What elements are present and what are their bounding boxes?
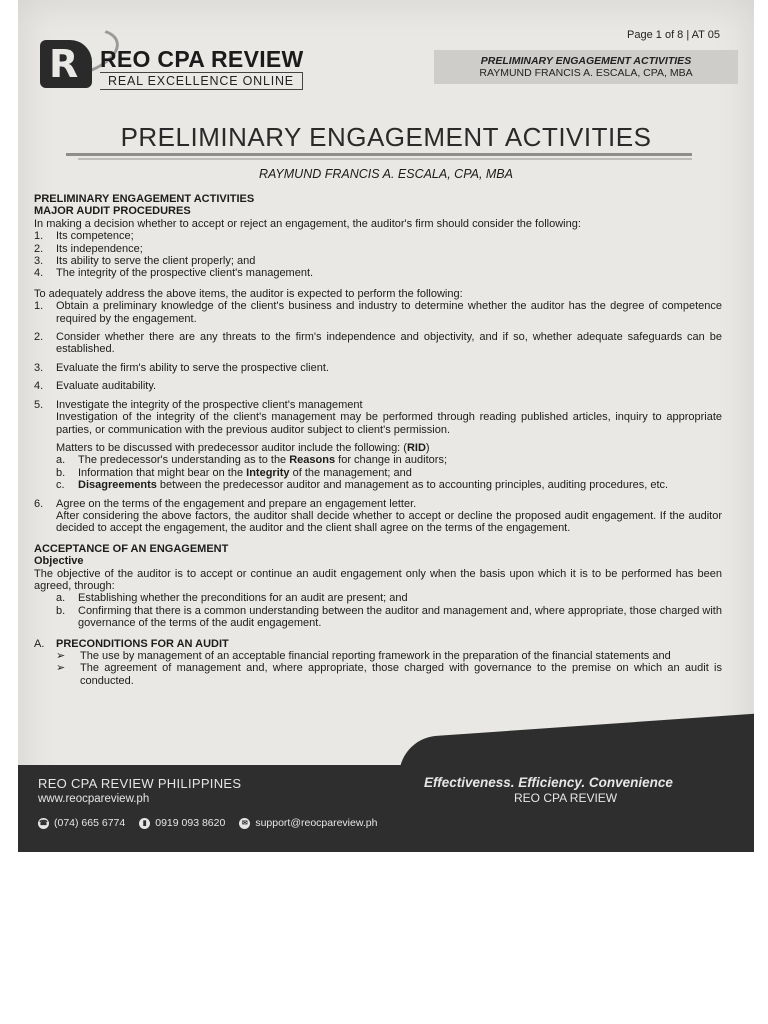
paragraph: After considering the above factors, the auditor shall decide whether to accept or decline the proposed audit engagement. If the auditor decided to accept the engagement, the auditor and the client shall agree on the terms of the engagement. [56, 509, 722, 535]
list-item: 2. Consider whether there are any threats to the firm's independence and objectivity, and if so, whether adequate safeguards can be established. [34, 331, 722, 356]
list-item: b. Confirming that there is a common understanding between the auditor and management and, where appropriate, those charged with governance of the terms of the audit engagement. [56, 604, 722, 630]
section-heading: ACCEPTANCE OF AN ENGAGEMENT [34, 542, 229, 555]
list-item: 3. Evaluate the firm's ability to serve the prospective client. [34, 361, 329, 374]
footer-contacts [38, 817, 391, 829]
mobile-icon: ▮ [139, 818, 150, 829]
list-item: 3. Its ability to serve the client properly; and [34, 255, 256, 268]
list-item: 6. Agree on the terms of the engagement and prepare an engagement letter. [34, 497, 417, 510]
paragraph: To adequately address the above items, the auditor is expected to perform the following: [34, 287, 463, 300]
phone-icon: ☎ [39, 819, 48, 827]
subsection-heading: Objective [34, 555, 84, 568]
paragraph: In making a decision whether to accept or reject an engagement, the auditor's firm should consider the following: [34, 217, 581, 230]
footer-company: REO CPA REVIEW PHILIPPINES [38, 776, 242, 791]
list-item: b. Information that might bear on the Integrity of the management; and [56, 466, 412, 479]
footer-slogan: Effectiveness. Efficiency. Convenience [424, 775, 673, 790]
arrow-bullet-icon: ➢ [56, 662, 66, 675]
page-number: Page 1 of 8 | AT 05 [627, 29, 720, 41]
brand-tagline: REAL EXCELLENCE ONLINE [100, 72, 303, 90]
footer-mobile: 0919 093 8620 [155, 817, 226, 829]
list-item: 4. Evaluate auditability. [34, 380, 157, 393]
arrow-bullet-icon: ➢ [56, 650, 66, 662]
matters-intro: Matters to be discussed with predecessor auditor include the following: (RID) [56, 441, 430, 454]
list-item: 5. Investigate the integrity of the prospective client's management [34, 398, 363, 411]
list-item: ➢ The use by management of an acceptable financial reporting framework in the preparation of the financial statements and [56, 650, 671, 662]
footer-brand: REO CPA REVIEW [514, 791, 618, 805]
header-box-title: PRELIMINARY ENGAGEMENT ACTIVITIES [480, 55, 692, 67]
footer-website: www.reocpareview.ph [38, 793, 150, 805]
title-rule-secondary [78, 158, 692, 160]
title-rule [66, 153, 692, 156]
header-box-author: RAYMUND FRANCIS A. ESCALA, CPA, MBA [479, 67, 693, 79]
list-item: 4. The integrity of the prospective client's management. [34, 267, 314, 280]
list-item: 2. Its independence; [34, 242, 143, 255]
brand-name: REO CPA REVIEW [100, 46, 304, 72]
document-body [34, 193, 722, 687]
section-heading: PRELIMINARY ENGAGEMENT ACTIVITIES [34, 193, 255, 205]
footer-phone: (074) 665 6774 [54, 817, 126, 829]
list-item: a. Establishing whether the preconditions for an audit are present; and [56, 592, 408, 605]
header-info-box [434, 50, 738, 84]
subsection-heading: A. PRECONDITIONS FOR AN AUDIT [34, 637, 229, 650]
list-item: 1. Obtain a preliminary knowledge of the client's business and industry to determine whether the auditor has the degree of competence required by the engagement. [34, 300, 722, 325]
paragraph: Investigation of the integrity of the client's management may be performed through reading published articles, inquiry to appropriate parties, or communication with the previous auditor subject to client's permission. [56, 411, 722, 436]
footer-email: support@reocpareview.ph [255, 817, 378, 829]
paragraph: The objective of the auditor is to accept or continue an audit engagement only when the basis upon which it is to be performed has been agreed, through: [34, 567, 722, 592]
subsection-heading: MAJOR AUDIT PROCEDURES [34, 205, 191, 218]
reo-logo-icon: R [40, 40, 92, 88]
list-item: a. The predecessor's understanding as to the Reasons for change in auditors; [56, 454, 447, 467]
footer [18, 765, 754, 852]
email-icon: ✉ [239, 818, 250, 829]
page-title: PRELIMINARY ENGAGEMENT ACTIVITIES [120, 122, 652, 152]
list-item: ➢ The agreement of management and, where appropriate, those charged with governance to the premise on which an audit is conducted. [56, 662, 722, 687]
document-page [18, 0, 754, 852]
list-item: c. Disagreements between the predecessor auditor and management as to accounting principles, auditing procedures, etc. [56, 479, 669, 492]
author-line: RAYMUND FRANCIS A. ESCALA, CPA, MBA [259, 167, 513, 181]
list-item: 1. Its competence; [34, 230, 134, 243]
